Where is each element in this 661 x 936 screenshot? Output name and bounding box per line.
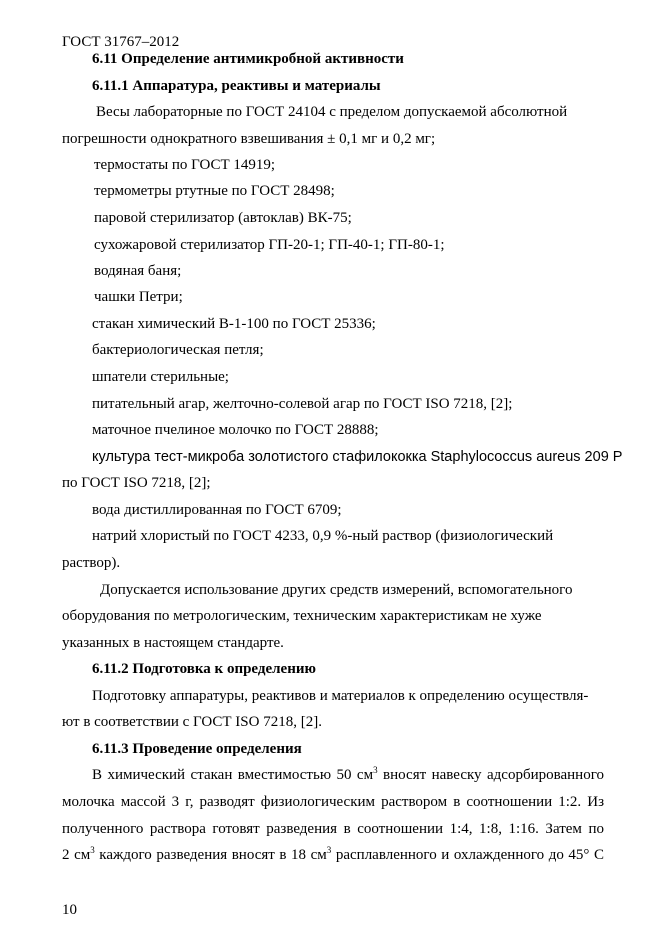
paragraph-line: раствор). [62,555,121,571]
paragraph-line: оборудования по метрологическим, техническим характеристикам не хуже [62,608,542,624]
paragraph-line: В химический стакан вместимостью 50 $см^3$ вносят навеску адсорбированного [92,765,604,783]
list-item: маточное пчелиное молочко по ГОСТ 28888; [92,422,379,438]
list-item: водяная баня; [94,263,182,279]
paragraph-line: Допускается использование других средств измерений, вспомогательного [100,582,573,598]
paragraph-line: 2 $см^3$ каждого разведения вносят в 18 $см^3$ расплавленного и охлажденного до 45° С [62,845,604,863]
list-item: питательный агар, желточно-солевой агар по ГОСТ ISO 7218, [2]; [92,396,513,412]
list-item: натрий хлористый по ГОСТ 4233, 0,9 %-ный раствор (физиологический [92,528,554,544]
standard-header: ГОСТ 31767–2012 [62,34,180,50]
paragraph-line: полученного раствора готовят разведения в соотношении 1:4, 1:8, 1:16. Затем по [62,821,604,837]
list-item: термометры ртутные по ГОСТ 28498; [94,183,335,199]
paragraph-line: указанных в настоящем стандарте. [62,635,284,651]
list-item: вода дистиллированная по ГОСТ 6709; [92,502,342,518]
paragraph-line: молочка массой 3 г, разводят физиологическим раствором в соотношении 1:2. Из [62,794,604,810]
page-number: 10 [62,902,77,918]
paragraph-line: ют в соответствии с ГОСТ ISO 7218, [2]. [62,714,322,730]
section-6-11-title: 6.11 Определение антимикробной активности [92,51,404,67]
list-item: паровой стерилизатор (автоклав) ВК-75; [94,210,352,226]
paragraph-line: погрешности однократного взвешивания ± 0,1 мг и 0,2 мг; [62,131,436,147]
list-item: сухожаровой стерилизатор ГП-20-1; ГП-40-1; ГП-80-1; [94,237,445,253]
list-item: бактериологическая петля; [92,342,264,358]
list-item: термостаты по ГОСТ 14919; [94,157,276,173]
list-item: культура тест-микроба золотистого стафилококка Staphylococcus aureus 209 P [92,449,623,465]
list-item: чашки Петри; [94,289,183,305]
paragraph-line: Подготовку аппаратуры, реактивов и материалов к определению осуществля- [92,688,589,704]
section-6-11-2-title: 6.11.2 Подготовка к определению [92,661,316,677]
section-6-11-3-title: 6.11.3 Проведение определения [92,741,302,757]
list-item: стакан химический В-1-100 по ГОСТ 25336; [92,316,376,332]
paragraph-line: Весы лабораторные по ГОСТ 24104 с пределом допускаемой абсолютной [96,104,568,120]
section-6-11-1-title: 6.11.1 Аппаратура, реактивы и материалы [92,78,381,94]
list-item: шпатели стерильные; [92,369,229,385]
paragraph-line: по ГОСТ ISO 7218, [2]; [62,475,211,491]
